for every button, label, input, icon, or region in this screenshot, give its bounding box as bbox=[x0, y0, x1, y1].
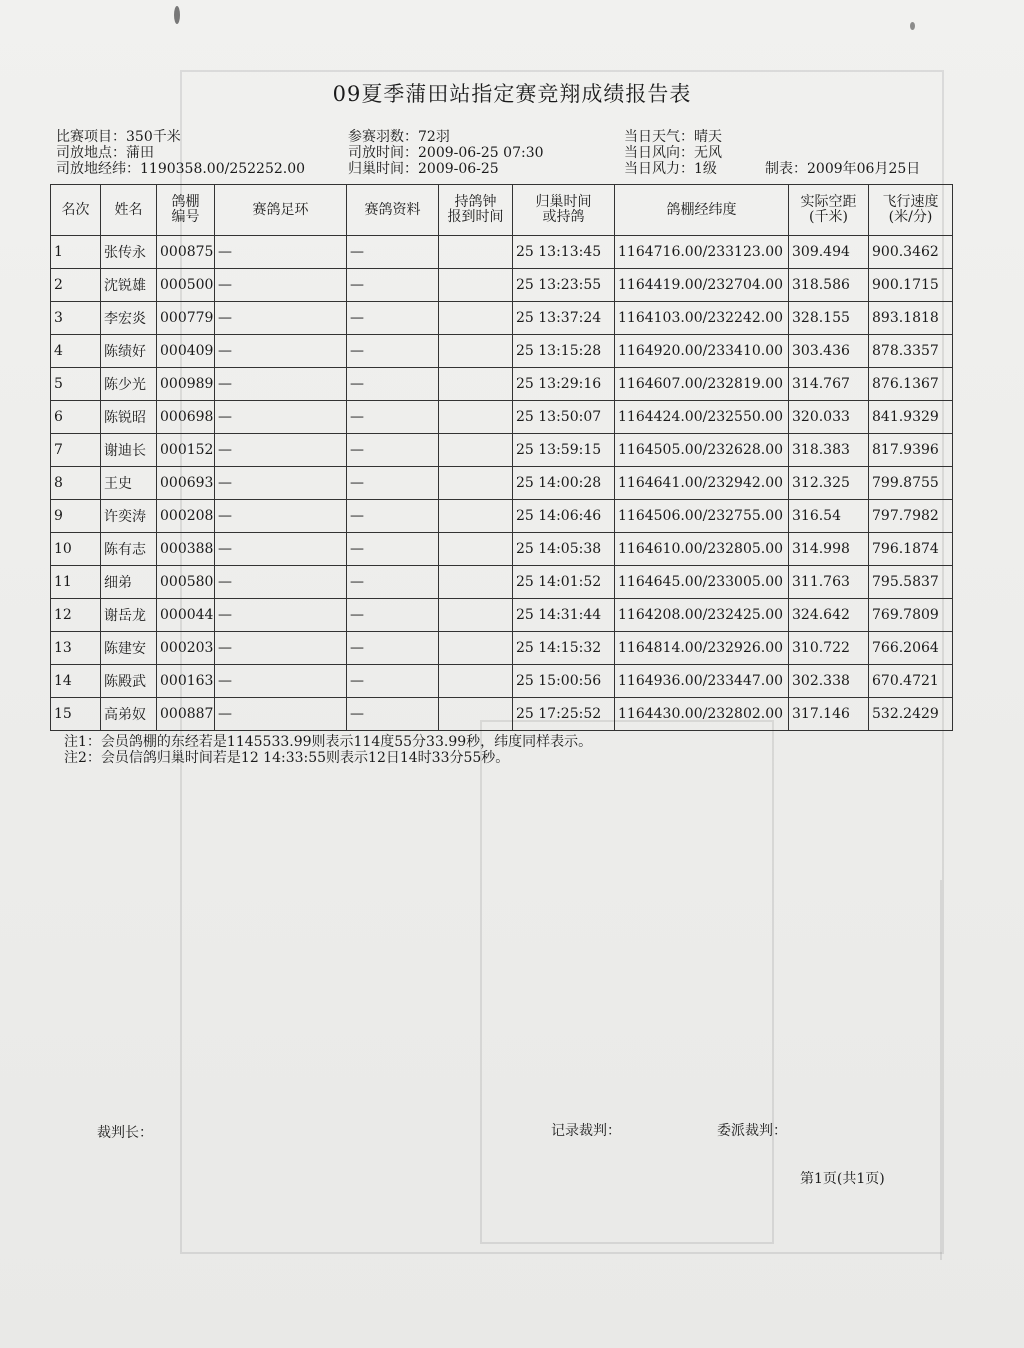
cell-ring: — bbox=[215, 236, 347, 269]
cell-ring: — bbox=[215, 599, 347, 632]
cell-rank: 1 bbox=[51, 236, 101, 269]
cell-distance: 311.763 bbox=[789, 566, 869, 599]
header-speed bbox=[869, 185, 953, 236]
cell-bird-info: — bbox=[347, 632, 439, 665]
notes bbox=[64, 734, 592, 766]
cell-speed: 893.1818 bbox=[869, 302, 953, 335]
cell-rank: 5 bbox=[51, 368, 101, 401]
cell-loft-id: 000208 bbox=[157, 500, 215, 533]
cell-clock-time bbox=[439, 500, 513, 533]
cell-coords: 1164716.00/233123.00 bbox=[615, 236, 789, 269]
cell-rank: 3 bbox=[51, 302, 101, 335]
table-row bbox=[51, 434, 953, 467]
cell-name: 陈锐昭 bbox=[101, 401, 157, 434]
cell-coords: 1164814.00/232926.00 bbox=[615, 632, 789, 665]
cell-ring: — bbox=[215, 698, 347, 731]
cell-coords: 1164506.00/232755.00 bbox=[615, 500, 789, 533]
ink-spot bbox=[174, 6, 180, 24]
cell-coords: 1164208.00/232425.00 bbox=[615, 599, 789, 632]
cell-loft-id: 000409 bbox=[157, 335, 215, 368]
header-loft-id-label: 鸽棚 编号 bbox=[171, 194, 200, 225]
cell-distance: 314.767 bbox=[789, 368, 869, 401]
cell-rank: 10 bbox=[51, 533, 101, 566]
cell-return-time: 25 13:50:07 bbox=[513, 401, 615, 434]
table-row bbox=[51, 302, 953, 335]
meta-release-place: 司放地点：蒲田 bbox=[56, 145, 154, 161]
cell-name: 陈殿武 bbox=[101, 665, 157, 698]
cell-name: 谢岳龙 bbox=[101, 599, 157, 632]
cell-loft-id: 000875 bbox=[157, 236, 215, 269]
header-distance bbox=[789, 185, 869, 236]
cell-clock-time bbox=[439, 335, 513, 368]
header-clock-time bbox=[439, 185, 513, 236]
cell-bird-info: — bbox=[347, 500, 439, 533]
cell-loft-id: 000887 bbox=[157, 698, 215, 731]
header-rank bbox=[51, 185, 101, 236]
header-row bbox=[51, 185, 953, 236]
table-row bbox=[51, 566, 953, 599]
signature-delegate: 委派裁判： bbox=[717, 1123, 787, 1139]
cell-loft-id: 000698 bbox=[157, 401, 215, 434]
cell-return-time: 25 13:15:28 bbox=[513, 335, 615, 368]
results-body bbox=[51, 236, 953, 731]
cell-clock-time bbox=[439, 434, 513, 467]
table-row bbox=[51, 533, 953, 566]
cell-rank: 14 bbox=[51, 665, 101, 698]
cell-distance: 314.998 bbox=[789, 533, 869, 566]
cell-clock-time bbox=[439, 599, 513, 632]
cell-rank: 15 bbox=[51, 698, 101, 731]
table-row bbox=[51, 401, 953, 434]
meta-made-date: 制表：2009年06月25日 bbox=[765, 161, 921, 177]
cell-speed: 900.3462 bbox=[869, 236, 953, 269]
cell-loft-id: 000500 bbox=[157, 269, 215, 302]
header-ring-label: 赛鸽足环 bbox=[252, 201, 309, 218]
cell-rank: 8 bbox=[51, 467, 101, 500]
cell-bird-info: — bbox=[347, 599, 439, 632]
table-row bbox=[51, 269, 953, 302]
cell-coords: 1164419.00/232704.00 bbox=[615, 269, 789, 302]
cell-speed: 799.8755 bbox=[869, 467, 953, 500]
cell-name: 陈建安 bbox=[101, 632, 157, 665]
cell-return-time: 25 14:05:38 bbox=[513, 533, 615, 566]
cell-ring: — bbox=[215, 335, 347, 368]
table-row bbox=[51, 467, 953, 500]
cell-coords: 1164424.00/232550.00 bbox=[615, 401, 789, 434]
cell-loft-id: 000693 bbox=[157, 467, 215, 500]
cell-clock-time bbox=[439, 533, 513, 566]
cell-loft-id: 000152 bbox=[157, 434, 215, 467]
cell-bird-info: — bbox=[347, 533, 439, 566]
cell-coords: 1164610.00/232805.00 bbox=[615, 533, 789, 566]
cell-ring: — bbox=[215, 665, 347, 698]
cell-return-time: 25 13:23:55 bbox=[513, 269, 615, 302]
cell-speed: 795.5837 bbox=[869, 566, 953, 599]
cell-return-time: 25 14:31:44 bbox=[513, 599, 615, 632]
cell-distance: 328.155 bbox=[789, 302, 869, 335]
cell-clock-time bbox=[439, 632, 513, 665]
cell-bird-info: — bbox=[347, 434, 439, 467]
results-table bbox=[50, 184, 953, 731]
meta-column-2 bbox=[348, 129, 544, 177]
cell-return-time: 25 13:59:15 bbox=[513, 434, 615, 467]
table-row bbox=[51, 335, 953, 368]
cell-speed: 817.9396 bbox=[869, 434, 953, 467]
cell-name: 陈绩好 bbox=[101, 335, 157, 368]
cell-loft-id: 000203 bbox=[157, 632, 215, 665]
cell-name: 谢迪长 bbox=[101, 434, 157, 467]
cell-rank: 13 bbox=[51, 632, 101, 665]
header-bird-info-label: 赛鸽资料 bbox=[364, 201, 421, 218]
cell-return-time: 25 14:01:52 bbox=[513, 566, 615, 599]
meta-column-3 bbox=[624, 129, 722, 177]
meta-weather: 当日天气：晴天 bbox=[624, 129, 722, 145]
cell-rank: 4 bbox=[51, 335, 101, 368]
meta-entries: 参赛羽数：72羽 bbox=[348, 129, 450, 145]
signature-recorder: 记录裁判： bbox=[551, 1123, 621, 1139]
cell-distance: 317.146 bbox=[789, 698, 869, 731]
cell-name: 沈锐雄 bbox=[101, 269, 157, 302]
cell-ring: — bbox=[215, 434, 347, 467]
header-ring bbox=[215, 185, 347, 236]
cell-distance: 303.436 bbox=[789, 335, 869, 368]
cell-bird-info: — bbox=[347, 302, 439, 335]
cell-coords: 1164645.00/233005.00 bbox=[615, 566, 789, 599]
cell-distance: 312.325 bbox=[789, 467, 869, 500]
cell-distance: 320.033 bbox=[789, 401, 869, 434]
meta-wind-force: 当日风力：1级 bbox=[624, 161, 717, 177]
cell-ring: — bbox=[215, 302, 347, 335]
cell-clock-time bbox=[439, 566, 513, 599]
cell-speed: 766.2064 bbox=[869, 632, 953, 665]
cell-return-time: 25 15:00:56 bbox=[513, 665, 615, 698]
cell-clock-time bbox=[439, 269, 513, 302]
cell-name: 张传永 bbox=[101, 236, 157, 269]
cell-bird-info: — bbox=[347, 665, 439, 698]
meta-release-coords: 司放地经纬：1190358.00/252252.00 bbox=[56, 161, 306, 177]
cell-clock-time bbox=[439, 467, 513, 500]
header-coords-label: 鸽棚经纬度 bbox=[666, 201, 737, 218]
cell-rank: 2 bbox=[51, 269, 101, 302]
cell-coords: 1164430.00/232802.00 bbox=[615, 698, 789, 731]
cell-speed: 841.9329 bbox=[869, 401, 953, 434]
cell-clock-time bbox=[439, 698, 513, 731]
cell-clock-time bbox=[439, 401, 513, 434]
cell-return-time: 25 17:25:52 bbox=[513, 698, 615, 731]
table-row bbox=[51, 632, 953, 665]
meta-wind-direction: 当日风向：无风 bbox=[624, 145, 722, 161]
cell-loft-id: 000779 bbox=[157, 302, 215, 335]
header-clock-time-label: 持鸽钟 报到时间 bbox=[447, 194, 504, 225]
cell-bird-info: — bbox=[347, 269, 439, 302]
cell-distance: 302.338 bbox=[789, 665, 869, 698]
cell-speed: 797.7982 bbox=[869, 500, 953, 533]
cell-ring: — bbox=[215, 500, 347, 533]
header-name bbox=[101, 185, 157, 236]
report-title: 09夏季蒲田站指定赛竞翔成绩报告表 bbox=[332, 82, 692, 106]
cell-clock-time bbox=[439, 236, 513, 269]
cell-speed: 796.1874 bbox=[869, 533, 953, 566]
cell-ring: — bbox=[215, 566, 347, 599]
cell-distance: 316.54 bbox=[789, 500, 869, 533]
cell-distance: 310.722 bbox=[789, 632, 869, 665]
cell-return-time: 25 14:00:28 bbox=[513, 467, 615, 500]
cell-distance: 309.494 bbox=[789, 236, 869, 269]
cell-ring: — bbox=[215, 467, 347, 500]
cell-coords: 1164103.00/232242.00 bbox=[615, 302, 789, 335]
cell-coords: 1164505.00/232628.00 bbox=[615, 434, 789, 467]
cell-loft-id: 000044 bbox=[157, 599, 215, 632]
cell-speed: 532.2429 bbox=[869, 698, 953, 731]
cell-return-time: 25 13:37:24 bbox=[513, 302, 615, 335]
cell-speed: 900.1715 bbox=[869, 269, 953, 302]
cell-clock-time bbox=[439, 368, 513, 401]
cell-bird-info: — bbox=[347, 236, 439, 269]
table-row bbox=[51, 665, 953, 698]
cell-bird-info: — bbox=[347, 368, 439, 401]
cell-distance: 324.642 bbox=[789, 599, 869, 632]
cell-bird-info: — bbox=[347, 335, 439, 368]
cell-distance: 318.383 bbox=[789, 434, 869, 467]
cell-rank: 9 bbox=[51, 500, 101, 533]
note-2: 注2：会员信鸽归巢时间若是12 14:33:55则表示12日14时33分55秒。 bbox=[64, 750, 510, 766]
cell-name: 高弟奴 bbox=[101, 698, 157, 731]
cell-rank: 11 bbox=[51, 566, 101, 599]
cell-loft-id: 000163 bbox=[157, 665, 215, 698]
header-name-label: 姓名 bbox=[114, 201, 143, 218]
cell-coords: 1164641.00/232942.00 bbox=[615, 467, 789, 500]
cell-rank: 12 bbox=[51, 599, 101, 632]
cell-loft-id: 000580 bbox=[157, 566, 215, 599]
cell-name: 陈有志 bbox=[101, 533, 157, 566]
table-row bbox=[51, 698, 953, 731]
header-loft-id bbox=[157, 185, 215, 236]
cell-rank: 6 bbox=[51, 401, 101, 434]
header-speed-label: 飞行速度 (米/分) bbox=[882, 194, 939, 225]
cell-speed: 876.1367 bbox=[869, 368, 953, 401]
cell-speed: 878.3357 bbox=[869, 335, 953, 368]
header-bird-info bbox=[347, 185, 439, 236]
cell-ring: — bbox=[215, 533, 347, 566]
cell-name: 细弟 bbox=[101, 566, 157, 599]
meta-column-1 bbox=[56, 129, 305, 177]
table-row bbox=[51, 599, 953, 632]
cell-rank: 7 bbox=[51, 434, 101, 467]
cell-distance: 318.586 bbox=[789, 269, 869, 302]
cell-return-time: 25 14:15:32 bbox=[513, 632, 615, 665]
signature-chief-judge: 裁判长： bbox=[97, 1125, 153, 1141]
cell-ring: — bbox=[215, 632, 347, 665]
table-row bbox=[51, 368, 953, 401]
ink-spot bbox=[910, 22, 915, 30]
cell-coords: 1164607.00/232819.00 bbox=[615, 368, 789, 401]
bleed-through-frame bbox=[480, 720, 774, 1244]
meta-return-date: 归巢时间：2009-06-25 bbox=[348, 161, 499, 177]
cell-speed: 769.7809 bbox=[869, 599, 953, 632]
cell-name: 陈少光 bbox=[101, 368, 157, 401]
cell-name: 李宏炎 bbox=[101, 302, 157, 335]
header-distance-label: 实际空距 (千米) bbox=[800, 194, 857, 225]
cell-bird-info: — bbox=[347, 698, 439, 731]
header-return-time bbox=[513, 185, 615, 236]
cell-return-time: 25 13:13:45 bbox=[513, 236, 615, 269]
cell-loft-id: 000388 bbox=[157, 533, 215, 566]
cell-ring: — bbox=[215, 269, 347, 302]
cell-speed: 670.4721 bbox=[869, 665, 953, 698]
cell-return-time: 25 14:06:46 bbox=[513, 500, 615, 533]
cell-clock-time bbox=[439, 665, 513, 698]
table-row bbox=[51, 236, 953, 269]
cell-coords: 1164920.00/233410.00 bbox=[615, 335, 789, 368]
cell-ring: — bbox=[215, 401, 347, 434]
cell-clock-time bbox=[439, 302, 513, 335]
cell-return-time: 25 13:29:16 bbox=[513, 368, 615, 401]
cell-bird-info: — bbox=[347, 566, 439, 599]
header-rank-label: 名次 bbox=[61, 201, 90, 218]
cell-name: 王史 bbox=[101, 467, 157, 500]
table-row bbox=[51, 500, 953, 533]
bleed-through-frame bbox=[940, 880, 987, 1260]
cell-coords: 1164936.00/233447.00 bbox=[615, 665, 789, 698]
cell-bird-info: — bbox=[347, 467, 439, 500]
header-coords bbox=[615, 185, 789, 236]
header-return-time-label: 归巢时间 或持鸽 bbox=[535, 194, 592, 225]
note-1: 注1：会员鸽棚的东经若是1145533.99则表示114度55分33.99秒，纬度同样表示。 bbox=[64, 734, 593, 750]
cell-name: 许奕涛 bbox=[101, 500, 157, 533]
meta-release-time: 司放时间：2009-06-25 07:30 bbox=[348, 145, 544, 161]
meta-event: 比赛项目：350千米 bbox=[56, 129, 181, 145]
page-number: 第1页(共1页) bbox=[800, 1171, 885, 1187]
cell-ring: — bbox=[215, 368, 347, 401]
cell-loft-id: 000989 bbox=[157, 368, 215, 401]
cell-bird-info: — bbox=[347, 401, 439, 434]
